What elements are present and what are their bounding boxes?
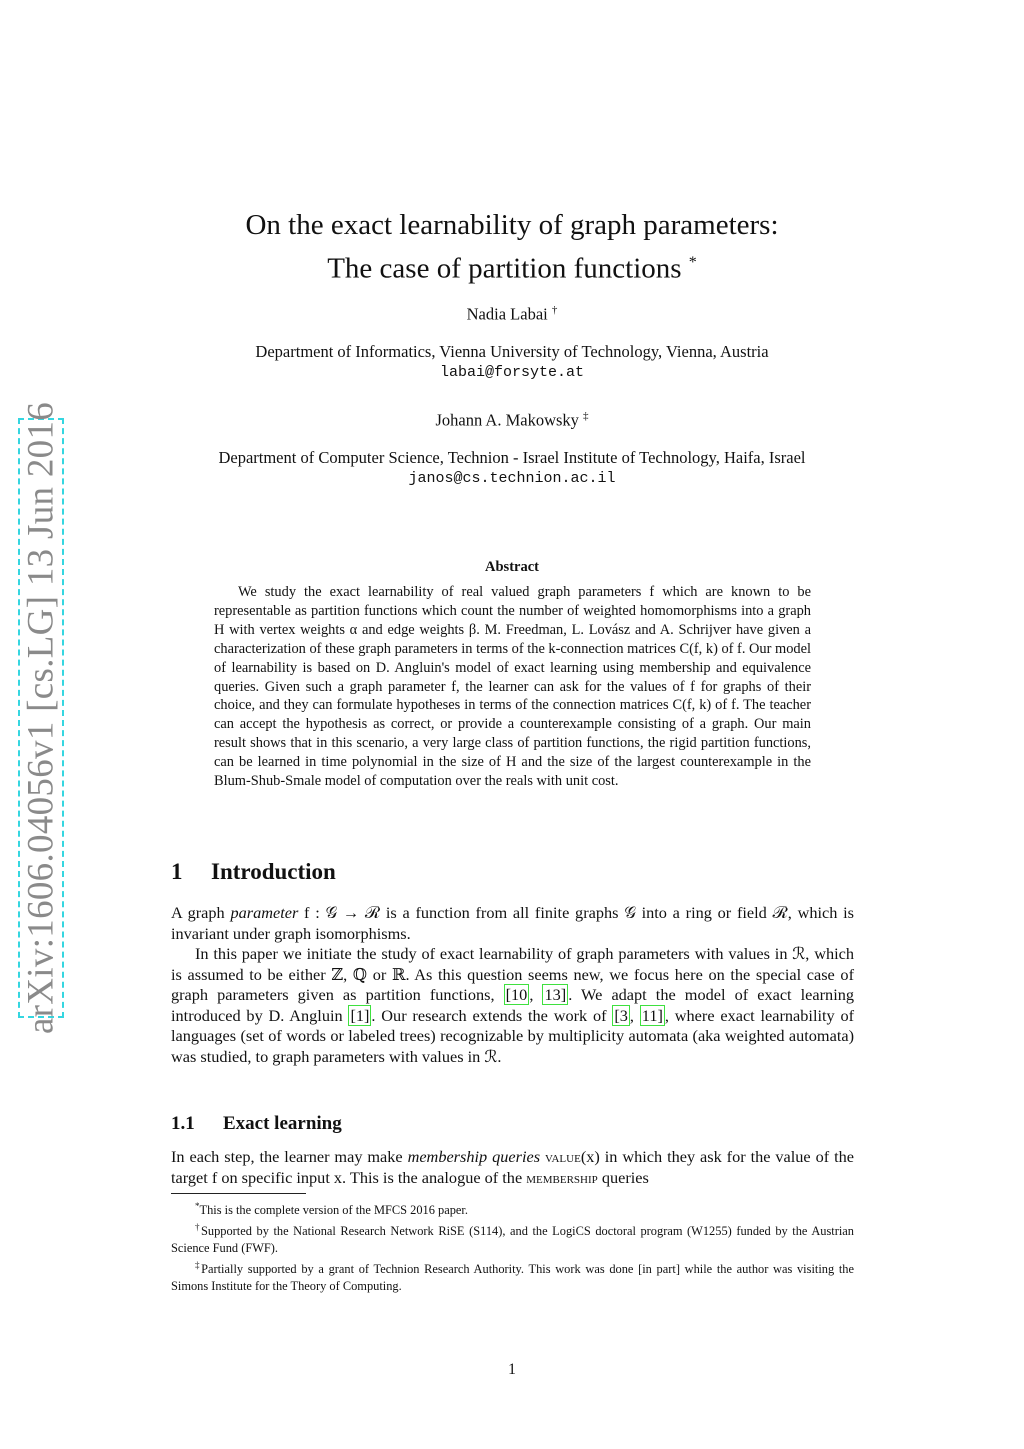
arxiv-identifier: arXiv:1606.04056v1 [cs.LG] 13 Jun 2016 [20,401,62,1035]
author-2 [0,410,1024,431]
abstract-heading: Abstract [485,559,539,575]
emphasis-parameter: parameter [230,903,299,922]
footnotes [171,1198,854,1294]
footnote-3: ‡Partially supported by a grant of Technion Research Authority. This work was done [in part] while the author was visiting the Simons Institute for the Theory of Computing. [171,1259,854,1293]
section-heading-introduction [171,859,336,885]
emphasis-membership-queries: membership queries [407,1147,541,1166]
author-1-mark: † [551,304,558,316]
arxiv-stamp [18,401,64,1035]
exact-learning-body [171,1147,854,1188]
intro-paragraph-2: In this paper we initiate the study of exact learnability of graph parameters with values in ℛ, which is assumed to be either ℤ, ℚ or ℝ. As this question seems new, we focus here on the special case of graph parameters given as partition functions, [10 , 13] . We adapt the model of exact learning introduced by D. Angluin [1] . Our research extends the work of [3 , 11] , where exact learnability of languages (set of words or labeled trees) recognizable by multiplicity automata (aka weighted automata) was studied, to graph parameters with values in ℛ. [171,944,855,1066]
author-2-mark: ‡ [583,410,589,422]
title-line-1: On the exact learnability of graph parameters: [245,209,779,241]
footnote-1: *This is the complete version of the MFCS 2016 paper. [195,1201,468,1218]
author-2-email[interactable]: janos@cs.technion.ac.il [408,470,616,487]
author-1-name: Nadia Labai [466,304,548,324]
page-number: 1 [508,1361,516,1378]
citation-link[interactable]: [10 [505,985,528,1004]
title-line-2: The case of partition functions * [327,252,697,285]
introduction-body [171,903,854,1067]
citation-link[interactable]: 13] [544,985,567,1004]
subsection-number: 1.1 [171,1113,195,1134]
subsection-heading-exact-learning [171,1113,342,1135]
abstract-body [214,583,811,791]
footnote-2: †Supported by the National Research Network RiSE (S114), and the LogiCS doctoral program (W1255) funded by the Austrian Science Fund (FWF). [171,1221,854,1255]
section-number: 1 [171,859,183,884]
author-2-affiliation: Department of Computer Science, Technion - Israel Institute of Technology, Haifa, Israel [218,448,806,467]
citation-link[interactable]: [1] [350,1005,370,1025]
exact-learning-paragraph: In each step, the learner may make membership queries value(x) in which they ask for the value of the target f on specific input x. This is the analogue of the membership queries [171,1147,854,1187]
author-1 [0,304,1024,325]
abstract-text: We study the exact learnability of real valued graph parameters f which are known to be representable as partition functions which count the number of weighted homomorphisms into a graph H with vertex weights α and edge weights β. M. Freedman, L. Lovász and A. Schrijver have given a characterization of these graph parameters in terms of the k-connection matrices C(f, k) of f. Our model of learnability is based on D. Angluin's model of exact learning using membership and equivalence queries. Given such a graph parameter f, the learner can ask for the values of f for graphs of their choice, and they can formulate hypotheses in terms of the connection matrices C(f, k) of f. The teacher can accept the hypothesis as correct, or provide a counterexample consisting of a graph. Our main result shows that in this scenario, a very large class of partition functions, the rigid partition functions, can be learned in time polynomial in the size of H and the size of the largest counterexample in the Blum-Shub-Smale model of computation over the reals with unit cost. [214,584,811,790]
footnote-rule [171,1193,306,1194]
author-2-name: Johann A. Makowsky [435,410,579,430]
citation-link[interactable]: [3 [614,1005,628,1025]
paper-title [0,206,1024,288]
section-title: Introduction [211,859,336,884]
subsection-title: Exact learning [223,1113,342,1134]
intro-paragraph-1: A graph parameter f : 𝒢 → ℛ is a function from all finite graphs 𝒢 into a ring or field ℛ, which is invariant under graph isomorphisms. [171,903,854,943]
title-footnote-mark: * [688,254,697,271]
author-1-affiliation: Department of Informatics, Vienna University of Technology, Vienna, Austria [255,342,769,361]
author-1-email[interactable]: labai@forsyte.at [439,364,585,381]
citation-link[interactable]: 11] [641,1005,663,1025]
